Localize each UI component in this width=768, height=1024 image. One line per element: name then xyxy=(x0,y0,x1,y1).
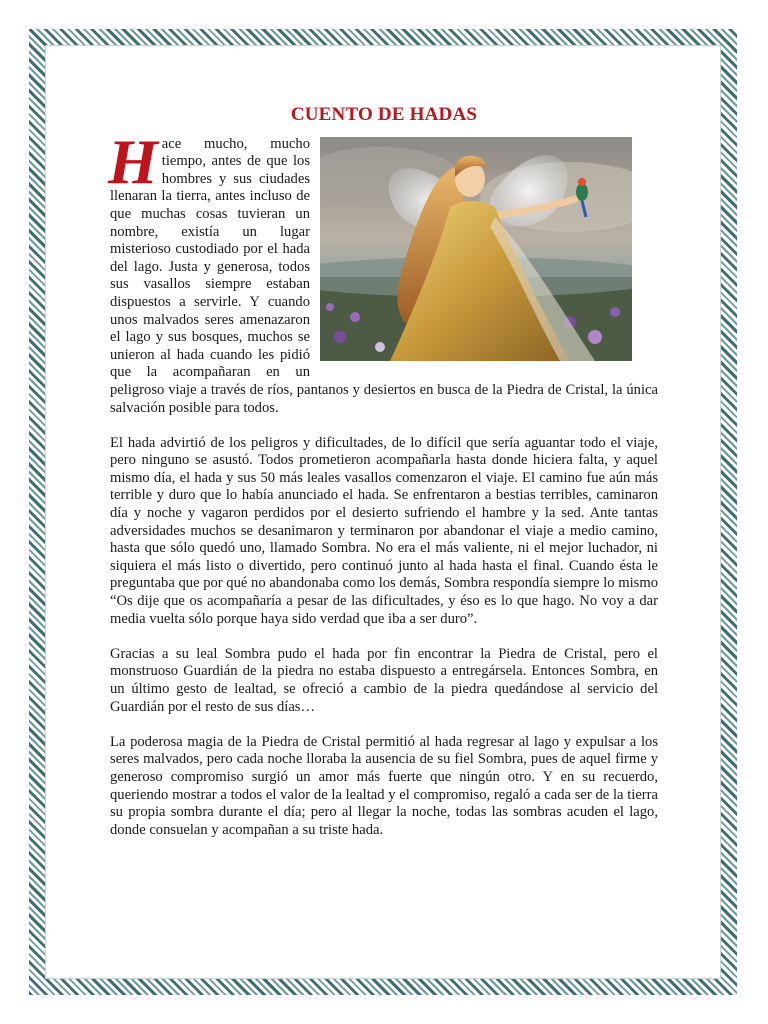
paragraph-1-text: ace mucho, mucho tiempo, antes de que los hombres y sus ciudades llenaran la tierra, antes incluso de que muchas cosas tuvieran un nombre, existía un lugar misterioso custodiado por el hada del lago. Justa y generosa, todos sus vasallos siempre estaban dispuestos a servirle. Y cuando unos malvados seres amenazaron el lago y sus bosques, muchos se unieron al hada cuando les pidió que la acompañaran en un peligroso viaje a través de ríos, pantanos y desiertos en busca de la Piedra de Cristal, la única salvación posible para todos. xyxy=(110,135,658,416)
page-title: CUENTO DE HADAS xyxy=(290,104,478,125)
paragraph-2: El hada advirtió de los peligros y dificultades, de lo difícil que sería aguantar todo el viaje, pero ninguno se asustó. Todos prometieron acompañarla hasta donde hiciera falta, y aquel mismo día, el hada y sus 50 más leales vasallos comenzaron el viaje. El camino fue aún más terrible y duro que lo había anunciado el hada. Se enfrentaron a bestias terribles, caminaron día y noche y vagaron perdidos por el desierto sufriendo el hambre y la sed. Ante tantas adversidades muchos se desanimaron y terminaron por abandonar el viaje a medio camino, hasta que sólo quedó uno, llamado Sombra. No era el más valiente, ni el mejor luchador, ni siquiera el más listo o divertido, pero continuó junto al hada hasta el final. Cuando ésta le preguntaba que por qué no abandonaba como los demás, Sombra respondía siempre lo mismo “Os dije que os acompañaría a pesar de las dificultades, y éso es lo que hago. No voy a dar media vuelta sólo porque haya sido verdad que iba a ser duro”. xyxy=(110,434,658,627)
document-page xyxy=(110,100,658,857)
paragraph-3: Gracias a su leal Sombra pudo el hada por fin encontrar la Piedra de Cristal, pero el monstruoso Guardián de la piedra no estaba dispuesto a entregársela. Entonces Sombra, en un último gesto de lealtad, se ofreció a cambio de la piedra quedándose al servicio del Guardián por el resto de sus días… xyxy=(110,645,658,715)
fairy-illustration xyxy=(320,137,658,361)
fairy-image xyxy=(320,137,632,361)
paragraph-4: La poderosa magia de la Piedra de Cristal permitió al hada regresar al lago y expulsar a los seres malvados, pero cada noche lloraba la ausencia de su fiel Sombra, pues de aquel firme y generoso compromiso surgió un amor más fuerte que ningún otro. Y en su recuerdo, queriendo mostrar a todos el valor de la lealtad y el compromiso, regaló a cada ser de la tierra su propia sombra durante el día; pero al llegar la noche, todas las sombras acuden el lago, donde consuelan y acompañan a su triste hada. xyxy=(110,733,658,838)
dropcap-letter: H xyxy=(108,125,158,197)
